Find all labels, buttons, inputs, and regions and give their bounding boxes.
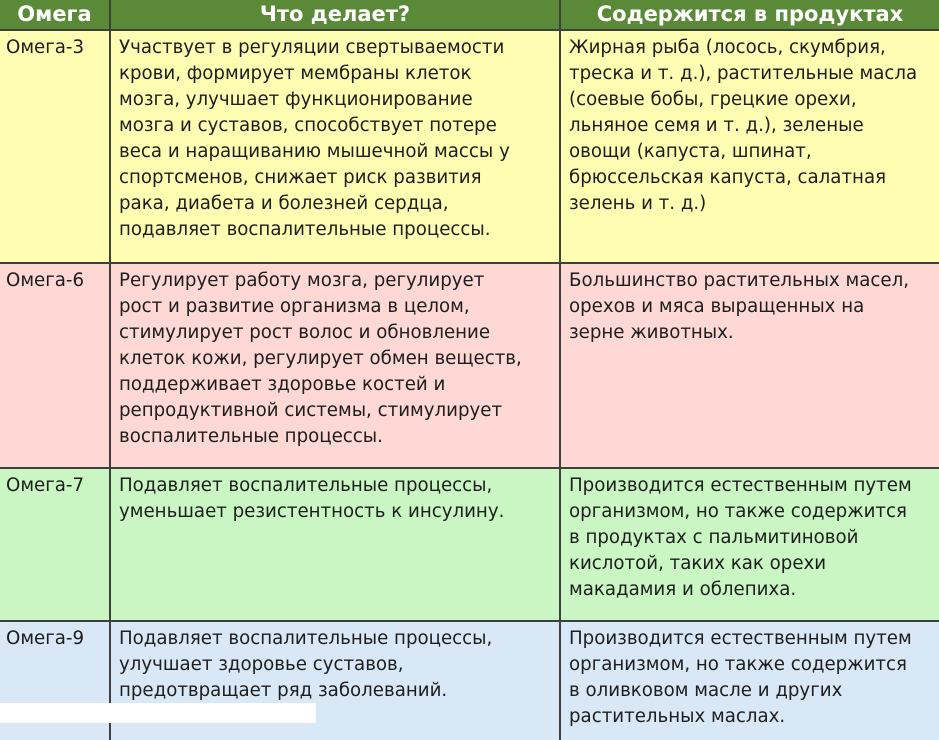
action-cell: Участвует в регуляции свертываемости крови, формирует мембраны клеток мозга, улучшает функционирование мозга и суставов, способствует потере веса и наращиванию мышечной массы у спортсменов, снижает риск развития рака, диабета и болезней сердца, подавляет воспалительные процессы. <box>110 30 560 263</box>
omega-name-cell: Омега-6 <box>0 263 110 468</box>
table-row-omega-6 <box>0 263 939 468</box>
action-cell: Подавляет воспалительные процессы, улучшает здоровье суставов, предотвращает ряд заболеваний. <box>110 621 560 740</box>
action-cell: Подавляет воспалительные процессы, уменьшает резистентность к инсулину. <box>110 468 560 621</box>
header-row <box>0 0 939 30</box>
header-contained-in: Содержится в продуктах <box>560 0 939 30</box>
table-row-omega-7 <box>0 468 939 621</box>
action-cell: Регулирует работу мозга, регулирует рост и развитие организма в целом, стимулирует рост волос и обновление клеток кожи, регулирует обмен веществ, поддерживает здоровье костей и репродуктивной системы, стимулирует воспалительные процессы. <box>110 263 560 468</box>
sources-cell: Жирная рыба (лосось, скумбрия, треска и т. д.), растительные масла (соевые бобы, грецкие орехи, льняное семя и т. д.), зеленые овощи (капуста, шпинат, брюссельская капуста, салатная зелень и т. д.) <box>560 30 939 263</box>
sources-cell: Производится естественным путем организмом, но также содержится в оливковом масле и других растительных маслах. <box>560 621 939 740</box>
sources-cell: Большинство растительных масел, орехов и мяса выращенных на зерне животных. <box>560 263 939 468</box>
header-omega: Омега <box>0 0 110 30</box>
table-row-omega-3 <box>0 30 939 263</box>
header-what-it-does: Что делает? <box>110 0 560 30</box>
blank-overlay <box>0 703 316 723</box>
omega-name-cell: Омега-9 <box>0 621 110 740</box>
omega-name-cell: Омега-7 <box>0 468 110 621</box>
omega-name-cell: Омега-3 <box>0 30 110 263</box>
sources-cell: Производится естественным путем организмом, но также содержится в продуктах с пальмитиновой кислотой, таких как орехи макадамия и облепиха. <box>560 468 939 621</box>
